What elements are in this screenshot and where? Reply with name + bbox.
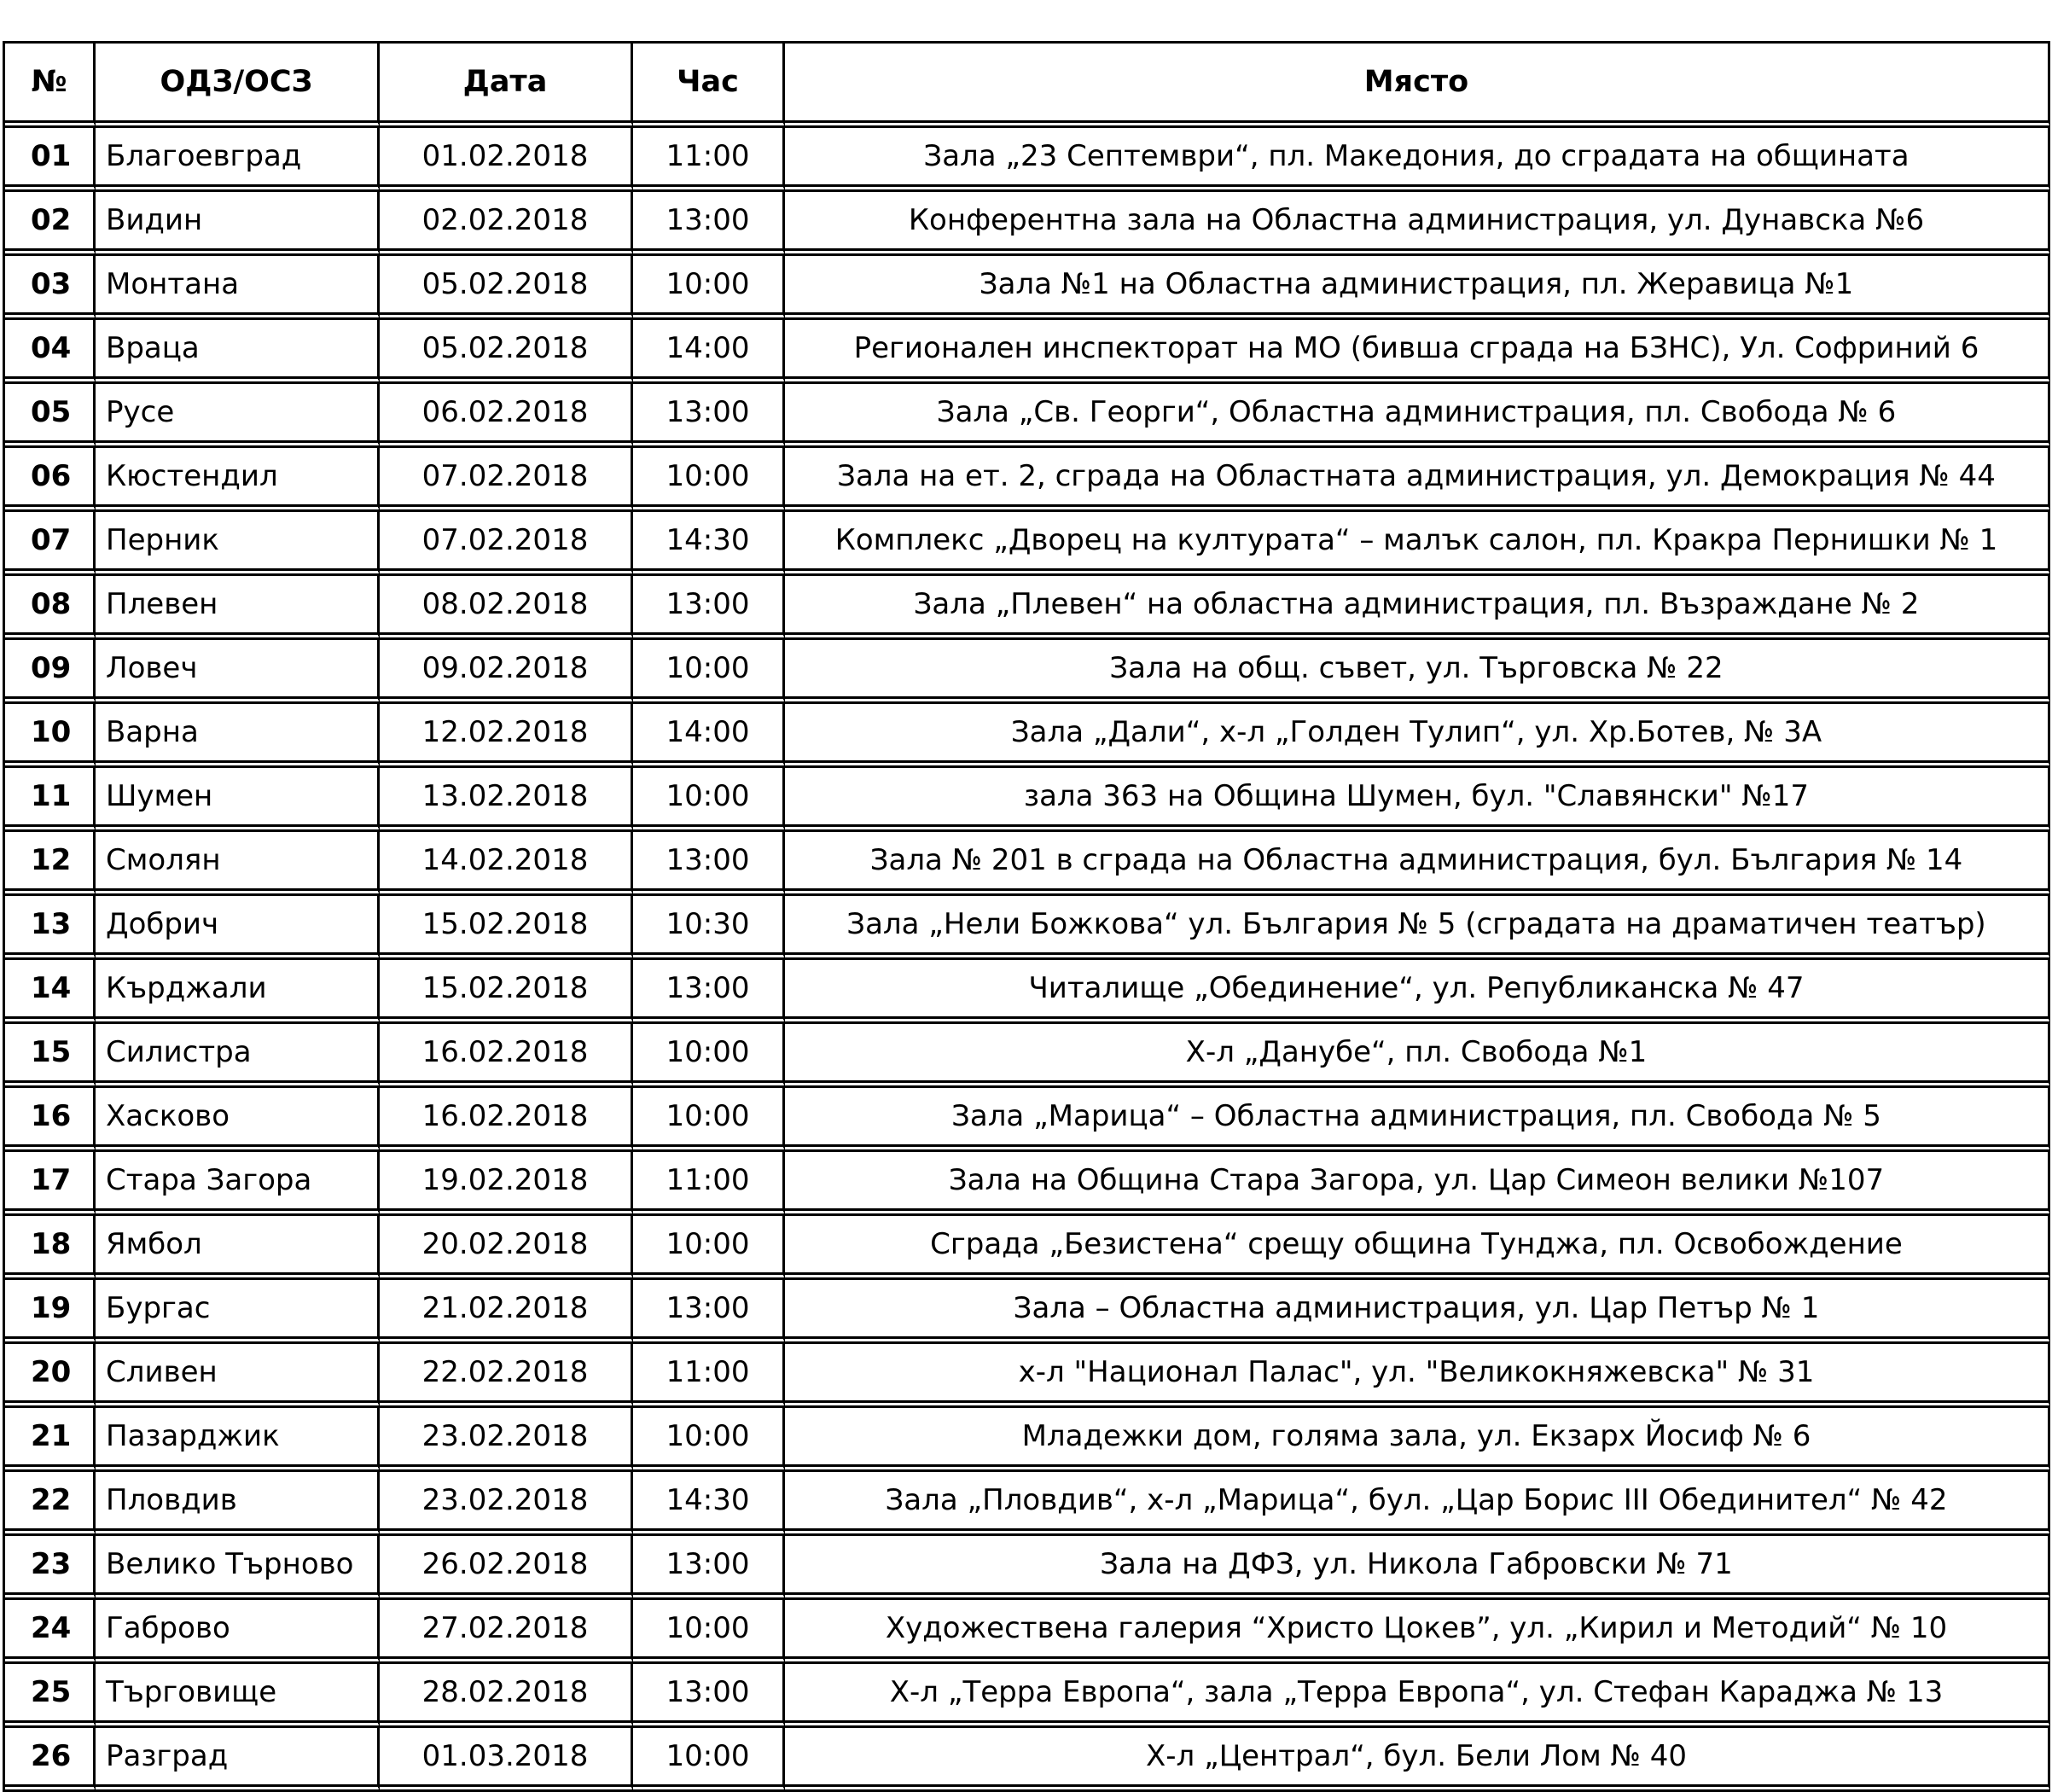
table-body: [5, 128, 2050, 1792]
row-date: 28.02.2018: [380, 1664, 633, 1728]
row-place: Зала „Пловдив“, х-л „Марица“, бул. „Цар Борис III Обединител“ № 42: [785, 1472, 2050, 1536]
row-region: Монтана: [96, 256, 380, 320]
header-place: Място: [785, 44, 2050, 128]
row-num: 14: [5, 960, 96, 1024]
row-num: 11: [5, 768, 96, 832]
row-num: 21: [5, 1408, 96, 1472]
row-time: 10:00: [633, 1216, 785, 1280]
header-odz: ОДЗ/ОСЗ: [96, 44, 380, 128]
row-place: Зала №1 на Областна администрация, пл. Жеравица №1: [785, 256, 2050, 320]
row-region: Шумен: [96, 768, 380, 832]
row-time: 10:00: [633, 448, 785, 512]
row-time: 10:00: [633, 768, 785, 832]
table-row: [5, 1536, 2050, 1600]
row-place: Зала „Нели Божкова“ ул. България № 5 (сградата на драматичен театър): [785, 896, 2050, 960]
row-date: 05.02.2018: [380, 320, 633, 384]
row-num: 25: [5, 1664, 96, 1728]
row-place: Зала на Община Стара Загора, ул. Цар Симеон велики №107: [785, 1152, 2050, 1216]
table-row: [5, 1088, 2050, 1152]
row-place: Сграда „Безистена“ срещу община Тунджа, пл. Освобождение: [785, 1216, 2050, 1280]
table-row: [5, 1728, 2050, 1792]
table-row: [5, 384, 2050, 448]
row-num: 20: [5, 1344, 96, 1408]
row-date: 23.02.2018: [380, 1408, 633, 1472]
header-num: №: [5, 44, 96, 128]
table-row: [5, 192, 2050, 256]
row-date: 07.02.2018: [380, 512, 633, 576]
row-num: 22: [5, 1472, 96, 1536]
table-row: [5, 768, 2050, 832]
row-place: Х-л „Данубе“, пл. Свобода №1: [785, 1024, 2050, 1088]
row-date: 27.02.2018: [380, 1600, 633, 1664]
row-num: 24: [5, 1600, 96, 1664]
row-time: 13:00: [633, 1664, 785, 1728]
row-place: Зала „Марица“ – Областна администрация, пл. Свобода № 5: [785, 1088, 2050, 1152]
row-time: 14:00: [633, 704, 785, 768]
row-num: 10: [5, 704, 96, 768]
table-row: [5, 512, 2050, 576]
row-date: 15.02.2018: [380, 960, 633, 1024]
row-date: 26.02.2018: [380, 1536, 633, 1600]
row-time: 14:00: [633, 320, 785, 384]
table-row: [5, 1344, 2050, 1408]
row-num: 26: [5, 1728, 96, 1792]
row-time: 10:00: [633, 1728, 785, 1792]
row-time: 13:00: [633, 960, 785, 1024]
row-date: 02.02.2018: [380, 192, 633, 256]
table-row: [5, 1472, 2050, 1536]
row-num: 08: [5, 576, 96, 640]
row-place: Зала „Плевен“ на областна администрация, пл. Възраждане № 2: [785, 576, 2050, 640]
row-region: Ловеч: [96, 640, 380, 704]
row-region: Благоевград: [96, 128, 380, 192]
table-row: [5, 1216, 2050, 1280]
row-place: Зала на общ. съвет, ул. Търговска № 22: [785, 640, 2050, 704]
table-row: [5, 1600, 2050, 1664]
row-region: Габрово: [96, 1600, 380, 1664]
row-place: Читалище „Обединение“, ул. Републиканска № 47: [785, 960, 2050, 1024]
table-row: [5, 1408, 2050, 1472]
table-row: [5, 256, 2050, 320]
row-num: 12: [5, 832, 96, 896]
schedule-table: [3, 41, 2050, 1792]
row-time: 13:00: [633, 576, 785, 640]
row-num: 17: [5, 1152, 96, 1216]
table-row: [5, 320, 2050, 384]
row-num: 02: [5, 192, 96, 256]
row-time: 10:00: [633, 1600, 785, 1664]
row-place: Зала на ДФЗ, ул. Никола Габровски № 71: [785, 1536, 2050, 1600]
row-time: 10:00: [633, 1408, 785, 1472]
row-place: Младежки дом, голяма зала, ул. Екзарх Йосиф № 6: [785, 1408, 2050, 1472]
row-place: Зала № 201 в сграда на Областна администрация, бул. България № 14: [785, 832, 2050, 896]
row-time: 14:30: [633, 1472, 785, 1536]
row-num: 07: [5, 512, 96, 576]
row-region: Хасково: [96, 1088, 380, 1152]
row-date: 05.02.2018: [380, 256, 633, 320]
row-time: 10:00: [633, 1088, 785, 1152]
row-region: Видин: [96, 192, 380, 256]
table-row: [5, 1664, 2050, 1728]
row-region: Пловдив: [96, 1472, 380, 1536]
row-time: 11:00: [633, 1344, 785, 1408]
row-place: Зала „Дали“, х-л „Голден Тулип“, ул. Хр.Ботев, № 3А: [785, 704, 2050, 768]
row-date: 16.02.2018: [380, 1088, 633, 1152]
table-row: [5, 1024, 2050, 1088]
row-place: Зала „23 Септември“, пл. Македония, до сградата на общината: [785, 128, 2050, 192]
table-row: [5, 832, 2050, 896]
row-time: 13:00: [633, 1280, 785, 1344]
row-date: 08.02.2018: [380, 576, 633, 640]
row-date: 23.02.2018: [380, 1472, 633, 1536]
header-row: [5, 44, 2050, 128]
row-date: 22.02.2018: [380, 1344, 633, 1408]
row-num: 01: [5, 128, 96, 192]
row-place: Х-л „Централ“, бул. Бели Лом № 40: [785, 1728, 2050, 1792]
header-time: Час: [633, 44, 785, 128]
row-place: Х-л „Терра Европа“, зала „Терра Европа“, ул. Стефан Караджа № 13: [785, 1664, 2050, 1728]
row-region: Добрич: [96, 896, 380, 960]
row-region: Плевен: [96, 576, 380, 640]
row-place: Регионален инспекторат на МО (бивша сграда на БЗНС), Ул. Софриний 6: [785, 320, 2050, 384]
row-place: Зала – Областна администрация, ул. Цар Петър № 1: [785, 1280, 2050, 1344]
row-place: Зала „Св. Георги“, Областна администрация, пл. Свобода № 6: [785, 384, 2050, 448]
row-date: 19.02.2018: [380, 1152, 633, 1216]
row-num: 06: [5, 448, 96, 512]
row-date: 09.02.2018: [380, 640, 633, 704]
table-row: [5, 640, 2050, 704]
row-place: Зала на ет. 2, сграда на Областната администрация, ул. Демокрация № 44: [785, 448, 2050, 512]
row-time: 11:00: [633, 128, 785, 192]
row-time: 11:00: [633, 1152, 785, 1216]
table-row: [5, 448, 2050, 512]
row-num: 04: [5, 320, 96, 384]
row-date: 12.02.2018: [380, 704, 633, 768]
row-place: х-л "Национал Палас", ул. "Великокняжевска" № 31: [785, 1344, 2050, 1408]
row-place: Конферентна зала на Областна администрация, ул. Дунавска №6: [785, 192, 2050, 256]
row-region: Пазарджик: [96, 1408, 380, 1472]
table-row: [5, 128, 2050, 192]
row-region: Велико Търново: [96, 1536, 380, 1600]
row-time: 10:00: [633, 640, 785, 704]
table-row: [5, 704, 2050, 768]
row-place: зала 363 на Община Шумен, бул. "Славянски" №17: [785, 768, 2050, 832]
row-time: 13:00: [633, 384, 785, 448]
header-date: Дата: [380, 44, 633, 128]
row-region: Кърджали: [96, 960, 380, 1024]
row-date: 15.02.2018: [380, 896, 633, 960]
row-date: 13.02.2018: [380, 768, 633, 832]
row-num: 19: [5, 1280, 96, 1344]
row-place: Комплекс „Дворец на културата“ – малък салон, пл. Кракра Пернишки № 1: [785, 512, 2050, 576]
table-header: [5, 44, 2050, 128]
row-region: Бургас: [96, 1280, 380, 1344]
row-date: 01.02.2018: [380, 128, 633, 192]
row-date: 21.02.2018: [380, 1280, 633, 1344]
row-time: 10:00: [633, 256, 785, 320]
row-num: 15: [5, 1024, 96, 1088]
row-time: 10:00: [633, 1024, 785, 1088]
row-date: 07.02.2018: [380, 448, 633, 512]
row-num: 05: [5, 384, 96, 448]
row-region: Враца: [96, 320, 380, 384]
row-region: Смолян: [96, 832, 380, 896]
row-num: 03: [5, 256, 96, 320]
row-num: 09: [5, 640, 96, 704]
row-time: 13:00: [633, 832, 785, 896]
table-row: [5, 576, 2050, 640]
row-date: 01.03.2018: [380, 1728, 633, 1792]
row-date: 16.02.2018: [380, 1024, 633, 1088]
row-region: Разград: [96, 1728, 380, 1792]
row-time: 14:30: [633, 512, 785, 576]
row-date: 06.02.2018: [380, 384, 633, 448]
row-num: 23: [5, 1536, 96, 1600]
row-region: Варна: [96, 704, 380, 768]
table-row: [5, 1280, 2050, 1344]
row-region: Русе: [96, 384, 380, 448]
table-row: [5, 960, 2050, 1024]
row-date: 14.02.2018: [380, 832, 633, 896]
row-region: Сливен: [96, 1344, 380, 1408]
row-region: Кюстендил: [96, 448, 380, 512]
row-num: 16: [5, 1088, 96, 1152]
row-region: Стара Загора: [96, 1152, 380, 1216]
row-region: Търговище: [96, 1664, 380, 1728]
table-row: [5, 896, 2050, 960]
table-row: [5, 1152, 2050, 1216]
row-place: Художествена галерия “Христо Цокев”, ул. „Кирил и Методий“ № 10: [785, 1600, 2050, 1664]
row-region: Ямбол: [96, 1216, 380, 1280]
row-time: 13:00: [633, 1536, 785, 1600]
row-region: Перник: [96, 512, 380, 576]
row-date: 20.02.2018: [380, 1216, 633, 1280]
row-time: 13:00: [633, 192, 785, 256]
row-region: Силистра: [96, 1024, 380, 1088]
row-time: 10:30: [633, 896, 785, 960]
row-num: 13: [5, 896, 96, 960]
row-num: 18: [5, 1216, 96, 1280]
